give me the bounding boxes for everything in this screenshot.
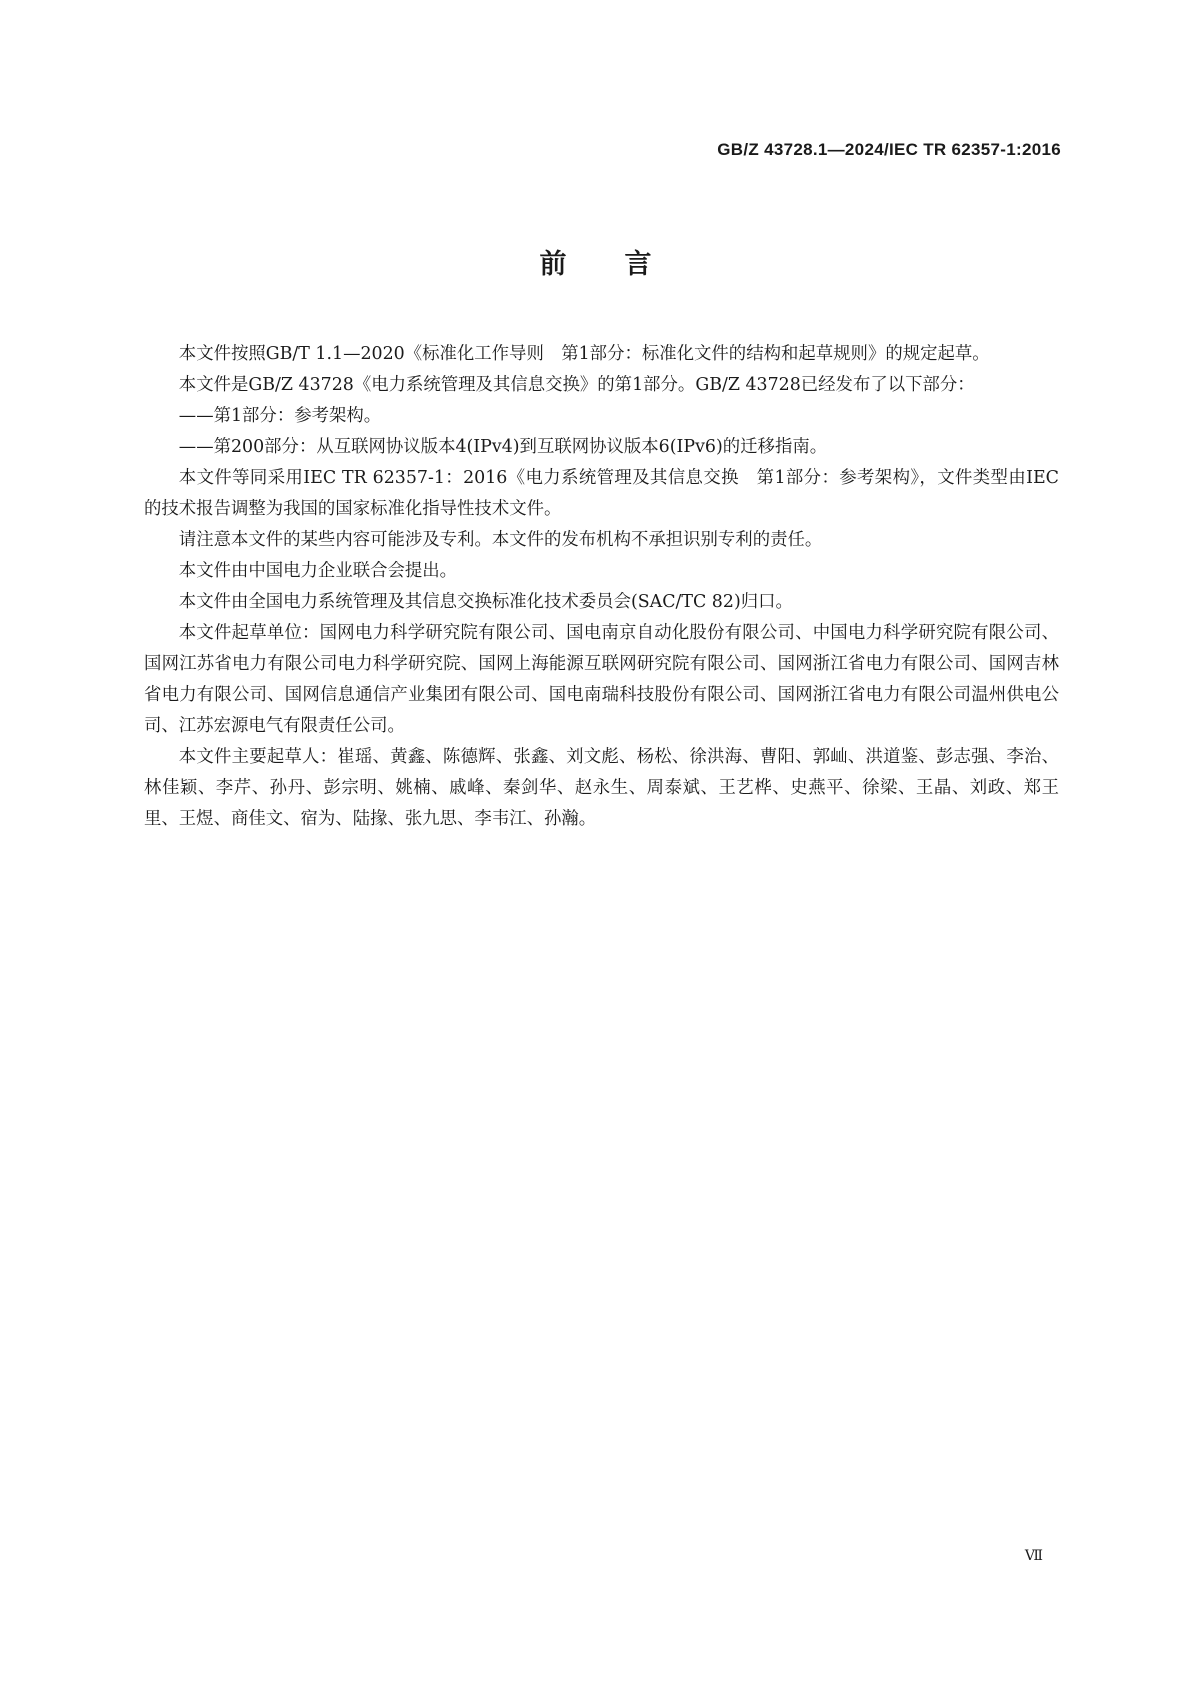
paragraph-drafting-rules: 本文件按照GB/T 1.1—2020《标准化工作导则 第1部分：标准化文件的结构和起草规则》的规定起草。 bbox=[178, 344, 990, 364]
paragraph-proposer: 本文件由中国电力企业联合会提出。 bbox=[178, 561, 458, 581]
paragraph-committee: 本文件由全国电力系统管理及其信息交换标准化技术委员会(SAC/TC 82)归口。 bbox=[178, 592, 793, 612]
list-item-part-1: ——第1部分：参考架构。 bbox=[178, 406, 382, 426]
page-number: Ⅶ bbox=[1024, 1548, 1043, 1564]
foreword-body bbox=[144, 339, 1059, 835]
page-title: 前言 bbox=[539, 249, 710, 280]
paragraph-series-parts: 本文件是GB/Z 43728《电力系统管理及其信息交换》的第1部分。GB/Z 43728已经发布了以下部分： bbox=[178, 375, 975, 395]
paragraph-patent-notice: 请注意本文件的某些内容可能涉及专利。本文件的发布机构不承担识别专利的责任。 bbox=[178, 530, 823, 550]
paragraph-drafting-units: 本文件起草单位：国网电力科学研究院有限公司、国电南京自动化股份有限公司、中国电力科学研究院有限公司、国网江苏省电力有限公司电力科学研究院、国网上海能源互联网研究院有限公司、国网浙江省电力有限公司、国网吉林省电力有限公司、国网信息通信产业集团有限公司、国电南瑞科技股份有限公司、国网浙江省电力有限公司温州供电公司、江苏宏源电气有限责任公司。 bbox=[144, 623, 1059, 736]
paragraph-drafters: 本文件主要起草人：崔瑶、黄鑫、陈德辉、张鑫、刘文彪、杨松、徐洪海、曹阳、郭屾、洪道鉴、彭志强、李治、林佳颖、李芹、孙丹、彭宗明、姚楠、戚峰、秦剑华、赵永生、周泰斌、王艺桦、史燕平、徐梁、王晶、刘政、郑王里、王煜、商佳文、宿为、陆掾、张九思、李韦江、孙瀚。 bbox=[144, 747, 1059, 829]
paragraph-iec-adoption: 本文件等同采用IEC TR 62357-1：2016《电力系统管理及其信息交换 第1部分：参考架构》，文件类型由IEC的技术报告调整为我国的国家标准化指导性技术文件。 bbox=[144, 468, 1059, 519]
list-item-part-200: ——第200部分：从互联网协议版本4(IPv4)到互联网协议版本6(IPv6)的迁移指南。 bbox=[178, 437, 828, 457]
document-code-header: GB/Z 43728.1—2024/IEC TR 62357-1:2016 bbox=[717, 140, 1061, 159]
